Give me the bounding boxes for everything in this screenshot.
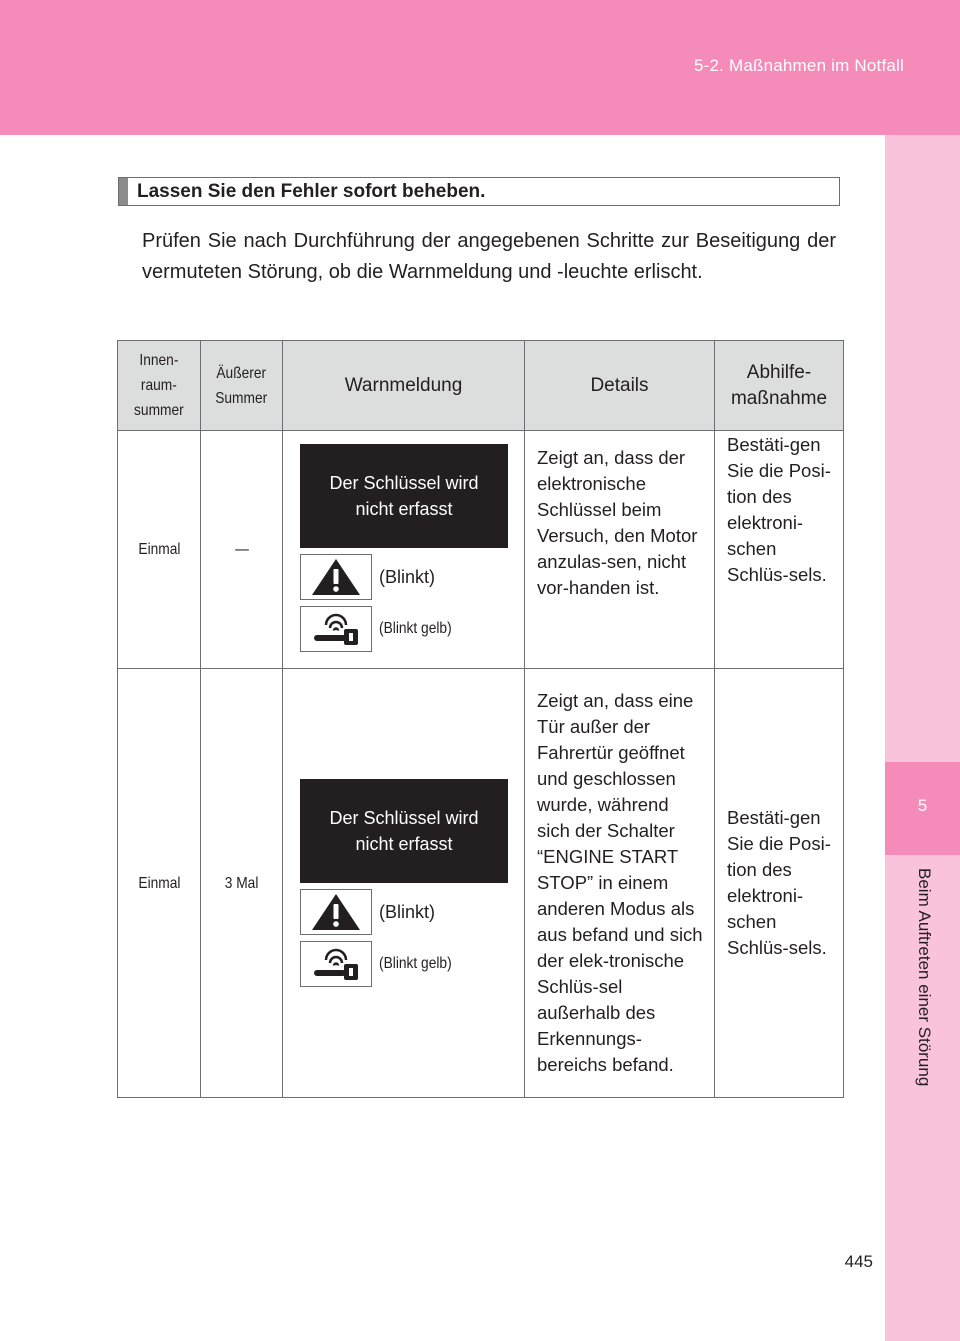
header-interior-buzzer: Innen- raum- summer bbox=[118, 341, 201, 431]
screen-line-2: nicht erfasst bbox=[355, 834, 453, 854]
chapter-number: 5 bbox=[917, 796, 928, 815]
warning-light-row bbox=[300, 889, 524, 935]
section-title: 5-2. Maßnahmen im Notfall bbox=[693, 56, 904, 75]
warning-light-row bbox=[300, 554, 524, 600]
header-message: Warnmeldung bbox=[283, 341, 525, 431]
action-cell: Bestäti-gen Sie die Posi-tion des elektroni-schen Schlüs-sels. bbox=[715, 669, 844, 1098]
header-action: Abhilfe- maßnahme bbox=[715, 341, 844, 431]
header-exterior-buzzer: Äußerer Summer bbox=[201, 341, 283, 431]
key-light-row bbox=[300, 606, 524, 652]
screen-line-2: nicht erfasst bbox=[355, 499, 453, 519]
chapter-title: Beim Auftreten einer Störung bbox=[915, 868, 934, 1087]
action-cell bbox=[715, 431, 844, 669]
heading-text: Lassen Sie den Fehler sofort beheben. bbox=[137, 181, 486, 202]
details-cell: Zeigt an, dass der elektronische Schlüssel beim Versuch, den Motor anzulas-sen, nicht vor-handen ist. bbox=[525, 431, 715, 669]
table-header-row bbox=[118, 341, 844, 431]
page-number: 445 bbox=[844, 1252, 873, 1271]
warning-light-label: (Blinkt) bbox=[379, 901, 436, 922]
screen-line-1: Der Schlüssel wird bbox=[329, 808, 479, 828]
screen-line-1: Der Schlüssel wird bbox=[329, 473, 479, 493]
action-text: Bestäti-gen Sie die Posi-tion des elektroni-schen Schlüs-sels. bbox=[727, 434, 831, 585]
heading-box bbox=[118, 177, 840, 206]
key-light-label: (Blinkt gelb) bbox=[379, 955, 452, 972]
message-cell bbox=[283, 431, 525, 669]
warning-table bbox=[117, 340, 844, 1098]
warning-light-label: (Blinkt) bbox=[379, 566, 436, 587]
key-light-row bbox=[300, 941, 524, 987]
message-cell bbox=[283, 669, 525, 1098]
warning-triangle-icon bbox=[300, 889, 372, 935]
message-screen bbox=[300, 444, 508, 548]
interior-buzzer-cell: Einmal bbox=[118, 669, 201, 1098]
message-screen bbox=[300, 779, 508, 883]
side-strip bbox=[885, 135, 960, 1341]
exterior-buzzer-cell: — bbox=[201, 431, 283, 669]
header-details: Details bbox=[525, 341, 715, 431]
table-row bbox=[118, 669, 844, 1098]
heading-bar bbox=[119, 178, 128, 205]
table-row bbox=[118, 431, 844, 669]
details-cell: Zeigt an, dass eine Tür außer der Fahrertür geöffnet und geschlossen wurde, während sich der Schalter “ENGINE START STOP” in einem anderen Modus als aus befand und sich der elek-tronische Schlüs-sel außerhalb des Erkennungs-bereichs befand. bbox=[525, 669, 715, 1098]
intro-paragraph: Prüfen Sie nach Durchführung der angegebenen Schritte zur Beseitigung der vermuteten Störung, ob die Warnmeldung und -leuchte erlischt. bbox=[142, 230, 836, 283]
key-indicator-icon bbox=[300, 941, 372, 987]
key-indicator-icon bbox=[300, 606, 372, 652]
key-light-label: (Blinkt gelb) bbox=[379, 620, 452, 637]
exterior-buzzer-cell: 3 Mal bbox=[201, 669, 283, 1098]
interior-buzzer-cell: Einmal bbox=[118, 431, 201, 669]
warning-triangle-icon bbox=[300, 554, 372, 600]
